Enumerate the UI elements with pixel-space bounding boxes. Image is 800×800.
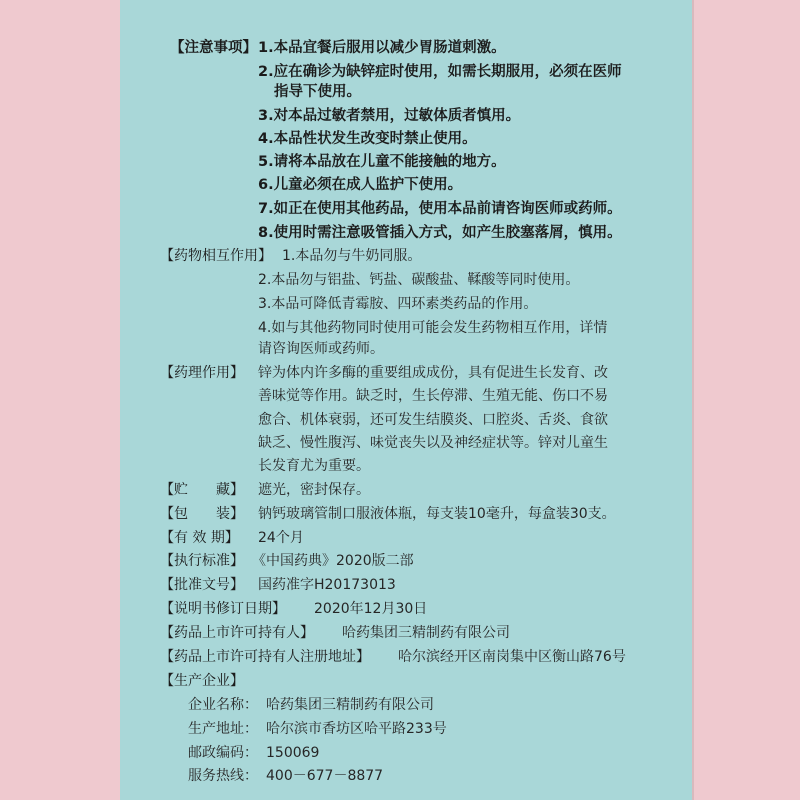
- holder-label: 【药品上市许可持有人】: [160, 625, 314, 641]
- note-item-7: 7.如正在使用其他药品，使用本品前请咨询医师或药师。: [258, 201, 622, 217]
- holder-address-value: 哈尔滨经开区南岗集中区衡山路76号: [398, 649, 626, 665]
- interaction-item-2: 2.本品勿与铝盐、钙盐、碳酸盐、鞣酸等同时使用。: [258, 272, 580, 288]
- note-item-4: 4.本品性状发生改变时禁止使用。: [258, 131, 477, 147]
- pharmacology-line-5: 长发育尤为重要。: [258, 458, 370, 474]
- manufacturer-address-value: 哈尔滨市香坊区哈平路233号: [266, 721, 447, 737]
- postcode-key: 邮政编码：: [188, 745, 258, 761]
- postcode-value: 150069: [266, 745, 320, 761]
- manufacturer-address-key: 生产地址：: [188, 721, 258, 737]
- hotline-key: 服务热线：: [188, 768, 258, 784]
- notes-label: 【注意事项】: [170, 40, 257, 56]
- approval-label: 【批准文号】: [160, 577, 244, 593]
- holder-value: 哈药集团三精制药有限公司: [342, 625, 510, 641]
- approval-value: 国药准字H20173013: [258, 577, 396, 593]
- interaction-item-4: 4.如与其他药物同时使用可能会发生药物相互作用，详情: [258, 320, 608, 336]
- holder-address-label: 【药品上市许可持有人注册地址】: [160, 649, 370, 665]
- storage-value: 遮光，密封保存。: [258, 482, 370, 498]
- interactions-label: 【药物相互作用】: [160, 248, 272, 264]
- revision-value: 2020年12月30日: [314, 601, 428, 617]
- storage-label: 【贮 藏】: [160, 482, 244, 498]
- note-item-8: 8.使用时需注意吸管插入方式，如产生胶塞落屑，慎用。: [258, 225, 622, 241]
- manufacturer-name-key: 企业名称：: [188, 697, 258, 713]
- pharmacology-line-4: 缺乏、慢性腹泻、味觉丧失以及神经症状等。锌对儿童生: [258, 435, 608, 451]
- note-item-2-cont: 指导下使用。: [274, 84, 361, 100]
- revision-label: 【说明书修订日期】: [160, 601, 286, 617]
- interaction-item-3: 3.本品可降低青霉胺、四环素类药品的作用。: [258, 296, 538, 312]
- package-value: 钠钙玻璃管制口服液体瓶，每支装10毫升，每盒装30支。: [258, 506, 616, 522]
- pharmacology-line-3: 愈合、机体衰弱，还可发生结膜炎、口腔炎、舌炎、食欲: [258, 412, 608, 428]
- validity-value: 24个月: [258, 530, 304, 546]
- standard-value: 《中国药典》2020版二部: [252, 553, 414, 569]
- interaction-item-4-cont: 请咨询医师或药师。: [258, 341, 384, 357]
- hotline-value: 400－677－8877: [266, 768, 384, 784]
- note-item-2: 2.应在确诊为缺锌症时使用，如需长期服用，必须在医师: [258, 64, 622, 80]
- package-label: 【包 装】: [160, 506, 244, 522]
- validity-label: 【有 效 期】: [160, 530, 239, 546]
- manufacturer-label: 【生产企业】: [160, 673, 244, 689]
- pharmacology-line-2: 善味觉等作用。缺乏时，生长停滞、生殖无能、伤口不易: [258, 388, 608, 404]
- interaction-item-1: 1.本品勿与牛奶同服。: [282, 248, 422, 264]
- standard-label: 【执行标准】: [160, 553, 244, 569]
- pharmacology-label: 【药理作用】: [160, 365, 244, 381]
- note-item-6: 6.儿童必须在成人监护下使用。: [258, 177, 463, 193]
- pharmacology-line-1: 锌为体内许多酶的重要组成成份，具有促进生长发育、改: [258, 365, 608, 381]
- note-item-1: 1.本品宜餐后服用以减少胃肠道刺激。: [258, 40, 506, 56]
- note-item-5: 5.请将本品放在儿童不能接触的地方。: [258, 154, 506, 170]
- note-item-3: 3.对本品过敏者禁用，过敏体质者慎用。: [258, 108, 521, 124]
- manufacturer-name-value: 哈药集团三精制药有限公司: [266, 697, 434, 713]
